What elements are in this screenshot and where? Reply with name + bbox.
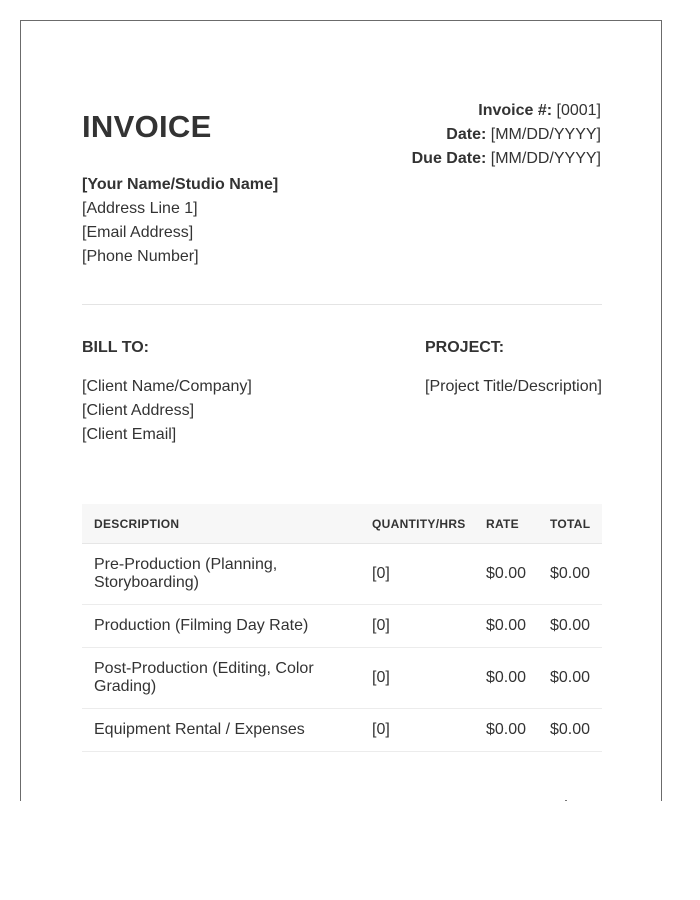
invoice-page: [20, 20, 662, 801]
row-quantity: [0]: [372, 544, 486, 605]
invoice-date-value: [MM/DD/YYYY]: [490, 126, 601, 143]
invoice-number-value: [0001]: [556, 102, 601, 119]
bill-to-block: [82, 375, 252, 447]
row-total: $0.00: [550, 648, 602, 709]
header-rate: RATE: [486, 504, 550, 544]
project-description: [Project Title/Description]: [425, 378, 602, 395]
line-items-table: [82, 504, 602, 752]
invoice-meta: [412, 99, 601, 171]
row-rate: $0.00: [486, 605, 550, 648]
header-total: TOTAL: [550, 504, 602, 544]
header-description: DESCRIPTION: [82, 504, 372, 544]
row-description: Pre-Production (Planning, Storyboarding): [82, 544, 372, 605]
client-address: [Client Address]: [82, 402, 195, 419]
table-row: [82, 709, 602, 752]
header-quantity: QUANTITY/HRS: [372, 504, 486, 544]
section-divider: [82, 304, 602, 305]
row-rate: $0.00: [486, 709, 550, 752]
row-quantity: [0]: [372, 648, 486, 709]
sender-block: [82, 173, 278, 269]
bill-to-heading: BILL TO:: [82, 339, 149, 356]
row-total: $0.00: [550, 709, 602, 752]
invoice-due-date-value: [MM/DD/YYYY]: [490, 150, 601, 167]
invoice-date-line: [412, 123, 601, 147]
invoice-title: INVOICE: [82, 109, 212, 144]
invoice-number-label: Invoice #:: [478, 102, 553, 119]
table-header-row: [82, 504, 602, 544]
invoice-number-line: [412, 99, 601, 123]
row-total: $0.00: [550, 544, 602, 605]
row-description: Post-Production (Editing, Color Grading): [82, 648, 372, 709]
client-email: [Client Email]: [82, 426, 177, 443]
sender-address: [Address Line 1]: [82, 200, 198, 217]
sender-phone: [Phone Number]: [82, 248, 199, 265]
table-row: [82, 648, 602, 709]
table-row: [82, 544, 602, 605]
row-quantity: [0]: [372, 709, 486, 752]
row-rate: $0.00: [486, 544, 550, 605]
row-rate: $0.00: [486, 648, 550, 709]
invoice-due-date-line: [412, 147, 601, 171]
row-description: Equipment Rental / Expenses: [82, 709, 372, 752]
invoice-date-label: Date:: [446, 126, 487, 143]
row-quantity: [0]: [372, 605, 486, 648]
table-row: [82, 605, 602, 648]
row-total: $0.00: [550, 605, 602, 648]
invoice-due-date-label: Due Date:: [411, 150, 487, 167]
sender-name: [Your Name/Studio Name]: [82, 176, 279, 193]
client-name: [Client Name/Company]: [82, 378, 252, 395]
row-description: Production (Filming Day Rate): [82, 605, 372, 648]
project-heading: PROJECT:: [425, 339, 505, 356]
page-cut-mark: [565, 800, 567, 801]
sender-email: [Email Address]: [82, 224, 194, 241]
